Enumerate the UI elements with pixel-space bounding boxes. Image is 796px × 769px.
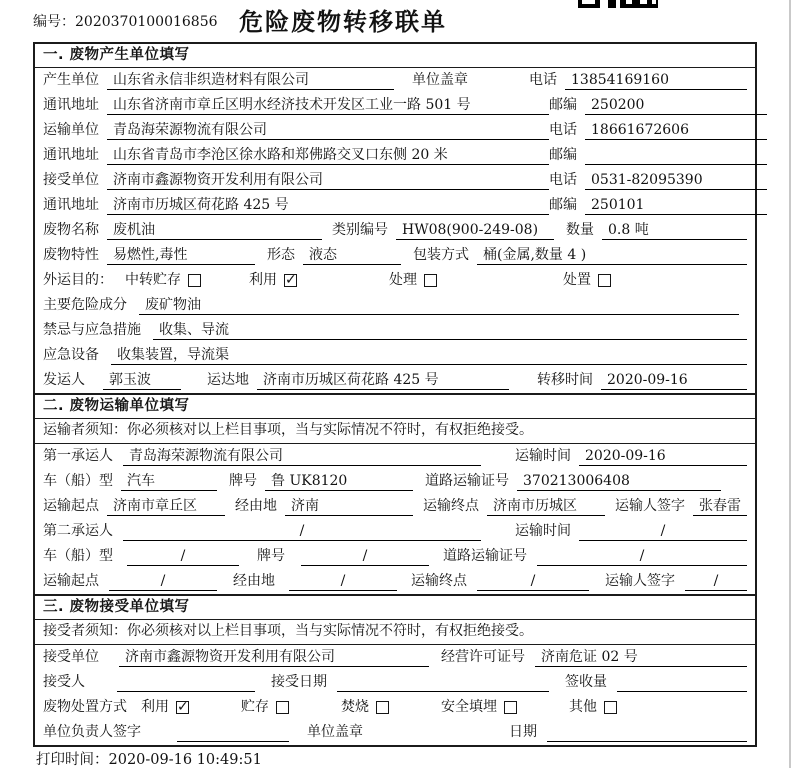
field-label: 经营许可证号 — [441, 649, 525, 665]
form-section — [35, 393, 755, 594]
field-label: 外运目的： — [43, 272, 113, 288]
checkbox-label: 处置 — [563, 272, 591, 288]
form-section — [35, 594, 755, 745]
form-row — [35, 293, 755, 318]
form-row — [35, 68, 755, 93]
print-time-value: 2020-09-16 10:49:51 — [108, 752, 262, 768]
check-mark-icon: ✓ — [285, 271, 297, 288]
field-value: 鲁 UK8120 — [265, 471, 413, 491]
field-label: 单位盖章 — [307, 724, 363, 740]
field-label: 形态 — [267, 247, 295, 263]
field-value: 济南危证 02 号 — [535, 647, 747, 667]
field-value: 废机油 — [107, 220, 322, 240]
field-value: 0531-82095390 — [585, 170, 767, 190]
form-row — [35, 268, 755, 293]
checkbox-box — [276, 701, 289, 714]
form-row — [35, 695, 755, 720]
field-value: 液态 — [303, 245, 401, 265]
field-label: 运输时间 — [515, 448, 571, 464]
field-label: 电话 — [549, 172, 577, 188]
field-value: 收集、导流 — [153, 320, 747, 340]
field-value: HW08(900-249-08) — [396, 220, 554, 240]
field-value: 济南市历城区荷花路 425 号 — [107, 195, 549, 215]
serial-label: 编号： — [33, 14, 75, 30]
field-value: / — [127, 546, 239, 566]
field-label: 运输终点 — [423, 498, 479, 514]
form-row — [35, 368, 755, 393]
checkbox-box — [424, 274, 437, 287]
checkbox-label: 利用 — [249, 272, 277, 288]
field-label: 车（船）型 — [43, 473, 113, 489]
field-label: 经由地 — [235, 498, 277, 514]
checkbox-box — [376, 701, 389, 714]
form-row — [35, 118, 755, 143]
checkbox-label: 处理 — [389, 272, 417, 288]
field-value: 山东省永信非织造材料有限公司 — [107, 70, 394, 90]
form-row — [35, 544, 755, 569]
form-row — [35, 218, 755, 243]
checkbox-label: 焚烧 — [341, 699, 369, 715]
field-value: 250101 — [585, 195, 767, 215]
note-text: 接受者须知：你必须核对以上栏目事项，当与实际情况不符时，有权拒绝接受。 — [43, 623, 533, 639]
field-value: / — [579, 521, 747, 541]
scan-edge-artifact — [789, 0, 791, 768]
field-label: 主要危险成分 — [43, 297, 127, 313]
checkbox — [569, 697, 617, 717]
field-label: 产生单位 — [43, 72, 99, 88]
field-label: 数量 — [566, 222, 594, 238]
field-label: 运输终点 — [411, 573, 467, 589]
field-label: 邮编 — [549, 147, 577, 163]
checkbox-box — [188, 274, 201, 287]
manifest-form-table — [33, 42, 757, 747]
form-row — [35, 93, 755, 118]
checkbox-box — [504, 701, 517, 714]
field-label: 接受单位 — [43, 172, 99, 188]
field-value: / — [301, 546, 429, 566]
checkbox — [125, 270, 201, 290]
serial-number: 2020370100016856 — [75, 14, 218, 30]
page-title: 危险废物转移联单 — [239, 8, 447, 36]
checkbox-box — [284, 271, 297, 288]
field-value: / — [123, 521, 481, 541]
field-value: 0.8 吨 — [602, 220, 747, 240]
field-value: 18661672606 — [585, 120, 767, 140]
field-value — [177, 722, 289, 742]
field-label: 道路运输证号 — [443, 548, 527, 564]
field-label: 道路运输证号 — [425, 473, 509, 489]
field-value: 青岛海荣源物流有限公司 — [107, 120, 549, 140]
field-label: 应急设备 — [43, 347, 99, 363]
field-label: 包装方式 — [413, 247, 469, 263]
field-label: 签收量 — [565, 674, 607, 690]
field-value: 济南市历城区 — [487, 496, 605, 516]
field-value: / — [685, 571, 747, 591]
form-row — [35, 444, 755, 469]
form-row — [35, 243, 755, 268]
field-label: 接受日期 — [271, 674, 327, 690]
form-section — [35, 44, 755, 393]
field-label: 废物特性 — [43, 247, 99, 263]
check-mark-icon: ✓ — [177, 698, 189, 715]
field-label: 邮编 — [549, 97, 577, 113]
field-label: 运输起点 — [43, 573, 99, 589]
form-row — [35, 494, 755, 519]
field-value: 济南市鑫源物资开发利用有限公司 — [107, 170, 549, 190]
field-label: 接受单位 — [43, 649, 99, 665]
field-value — [617, 672, 747, 692]
field-label: 废物处置方式 — [43, 699, 127, 715]
form-row — [35, 569, 755, 594]
checkbox — [563, 270, 611, 290]
field-value — [585, 145, 767, 165]
checkbox — [389, 270, 437, 290]
field-label: 电话 — [549, 122, 577, 138]
field-value — [547, 722, 747, 742]
form-row — [35, 143, 755, 168]
field-value: 山东省济南市章丘区明水经济技术开发区工业一路 501 号 — [107, 95, 549, 115]
field-label: 牌号 — [229, 473, 257, 489]
field-label: 运达地 — [207, 372, 249, 388]
field-label: 通讯地址 — [43, 197, 99, 213]
checkbox-label: 其他 — [569, 699, 597, 715]
note-text: 运输者须知：你必须核对以上栏目事项，当与实际情况不符时，有权拒绝接受。 — [43, 422, 533, 438]
field-label: 发运人 — [43, 372, 85, 388]
field-value: 13854169160 — [565, 70, 747, 90]
field-value: 废矿物油 — [139, 295, 739, 315]
qr-code-fragment — [578, 0, 658, 10]
print-time-line — [36, 748, 262, 769]
field-value: / — [537, 546, 747, 566]
checkbox — [341, 697, 389, 717]
field-value: 汽车 — [121, 471, 217, 491]
checkbox-label: 贮存 — [241, 699, 269, 715]
field-label: 运输人签字 — [615, 498, 685, 514]
field-value: / — [289, 571, 397, 591]
field-value: 济南市章丘区 — [107, 496, 225, 516]
form-row — [35, 343, 755, 368]
field-label: 第二承运人 — [43, 523, 113, 539]
field-value: 收集装置，导流渠 — [111, 345, 747, 365]
field-value: 370213006408 — [517, 471, 721, 491]
field-value: 济南市历城区荷花路 425 号 — [257, 370, 509, 390]
field-label: 通讯地址 — [43, 147, 99, 163]
field-label: 类别编号 — [332, 222, 388, 238]
field-value: 2020-09-16 — [601, 370, 747, 390]
field-value: 郭玉波 — [103, 370, 181, 390]
form-row — [35, 419, 755, 444]
field-value: 250200 — [585, 95, 767, 115]
field-label: 日期 — [509, 724, 537, 740]
checkbox — [249, 270, 297, 290]
print-time-label: 打印时间： — [36, 752, 109, 768]
field-value — [337, 672, 549, 692]
field-label: 第一承运人 — [43, 448, 113, 464]
field-label: 电话 — [529, 72, 557, 88]
field-value: 济南市鑫源物资开发利用有限公司 — [119, 647, 429, 667]
field-label: 经由地 — [233, 573, 275, 589]
section-header: 二. 废物运输单位填写 — [35, 395, 755, 419]
section-header: 三. 废物接受单位填写 — [35, 596, 755, 620]
field-label: 通讯地址 — [43, 97, 99, 113]
checkbox — [141, 697, 189, 717]
field-label: 邮编 — [549, 197, 577, 213]
checkbox-box — [598, 274, 611, 287]
field-label: 运输单位 — [43, 122, 99, 138]
field-value: 山东省青岛市李沧区徐水路和郑佛路交叉口东侧 20 米 — [107, 145, 549, 165]
field-value: 2020-09-16 — [579, 446, 747, 466]
field-label: 禁忌与应急措施 — [43, 322, 141, 338]
form-row — [35, 193, 755, 218]
checkbox-label: 利用 — [141, 699, 169, 715]
field-value: 易燃性,毒性 — [107, 245, 255, 265]
field-label: 废物名称 — [43, 222, 99, 238]
field-value: 青岛海荣源物流有限公司 — [123, 446, 481, 466]
form-row — [35, 469, 755, 494]
checkbox — [441, 697, 517, 717]
form-row — [35, 645, 755, 670]
field-label: 运输时间 — [515, 523, 571, 539]
checkbox-label: 中转贮存 — [125, 272, 181, 288]
form-row — [35, 519, 755, 544]
field-label: 运输起点 — [43, 498, 99, 514]
field-label: 转移时间 — [537, 372, 593, 388]
field-label: 接受人 — [43, 674, 85, 690]
field-label: 牌号 — [257, 548, 285, 564]
field-label: 单位负责人签字 — [43, 724, 141, 740]
form-row — [35, 670, 755, 695]
checkbox-label: 安全填埋 — [441, 699, 497, 715]
field-value — [117, 672, 255, 692]
field-label: 单位盖章 — [412, 72, 468, 88]
section-header: 一. 废物产生单位填写 — [35, 44, 755, 68]
checkbox — [241, 697, 289, 717]
field-label: 车（船）型 — [43, 548, 113, 564]
form-row — [35, 620, 755, 645]
form-row — [35, 168, 755, 193]
field-value: 张春雷 — [693, 496, 747, 516]
field-value: / — [109, 571, 217, 591]
form-row — [35, 318, 755, 343]
checkbox-box — [604, 701, 617, 714]
checkbox-box — [176, 698, 189, 715]
field-value: 桶(金属,数量 4 ) — [477, 245, 747, 265]
field-value: 济南 — [285, 496, 413, 516]
field-value: / — [477, 571, 589, 591]
field-label: 运输人签字 — [605, 573, 675, 589]
document-header — [0, 0, 796, 42]
form-row — [35, 720, 755, 745]
